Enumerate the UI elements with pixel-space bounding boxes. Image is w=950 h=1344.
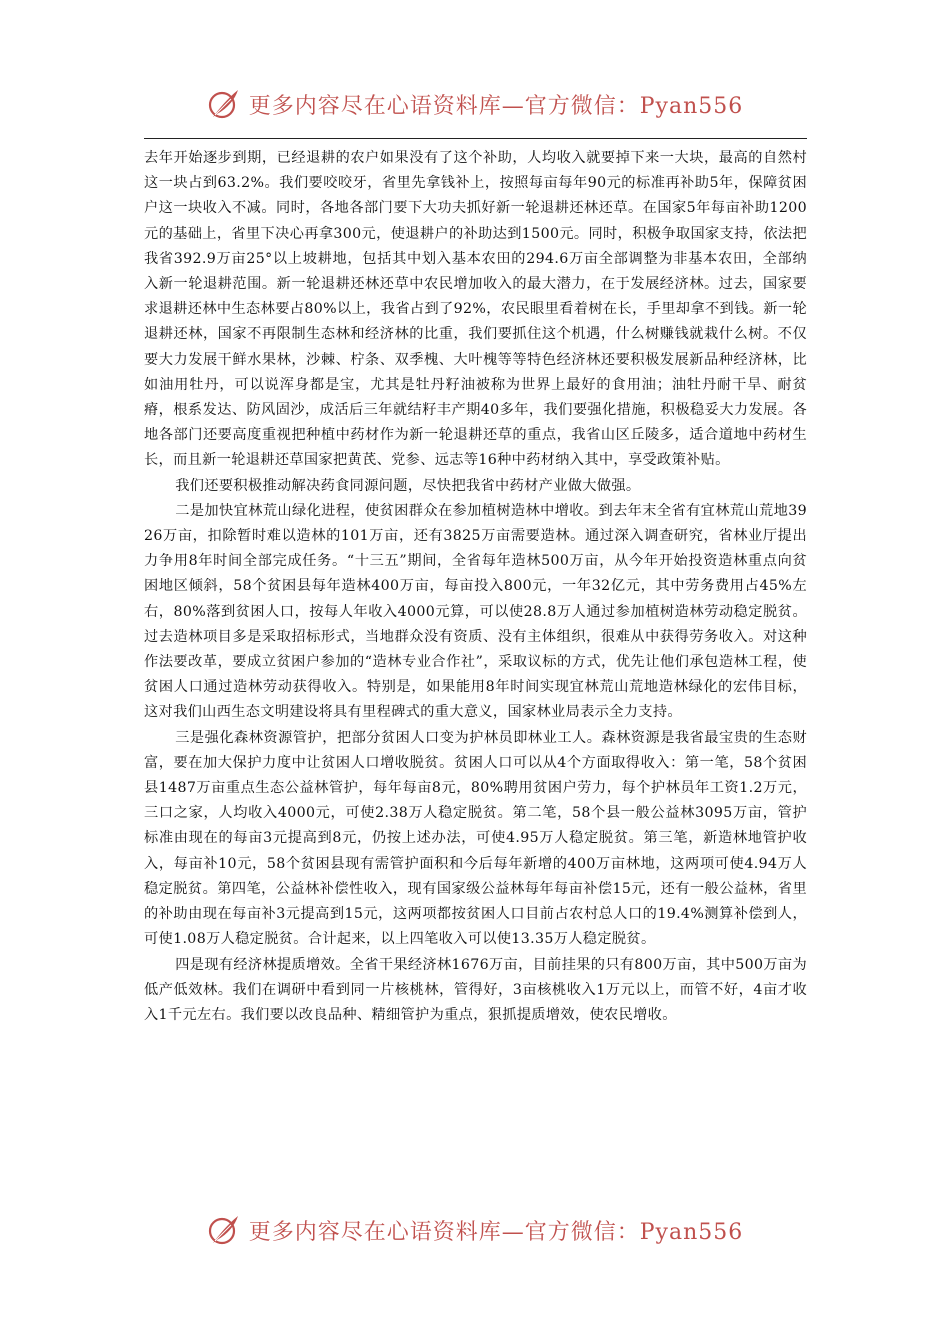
banner-text: 更多内容尽在心语资料库—官方微信：Pyan556 bbox=[248, 93, 744, 119]
paragraph-5: 四是现有经济林提质增效。全省干果经济林1676万亩，目前挂果的只有800万亩，其中500万亩为低产低效林。我们在调研中看到同一片核桃林，管得好，3亩核桃收入1万元以上，而管不好，4亩才收入1千元左右。我们要以改良品种、精细管护为重点，狠抓提质增效，使农民增收。 bbox=[144, 956, 807, 1023]
footer-banner bbox=[0, 1210, 950, 1250]
paragraph-2: 我们还要积极推动解决药食同源问题，尽快把我省中药材产业做大做强。 bbox=[175, 477, 641, 494]
feather-pen-logo-icon bbox=[207, 87, 241, 121]
header-banner bbox=[0, 84, 950, 124]
banner-text: 更多内容尽在心语资料库—官方微信：Pyan556 bbox=[248, 1219, 744, 1245]
document-body bbox=[144, 146, 807, 1028]
feather-pen-logo-icon bbox=[207, 1213, 241, 1247]
paragraph-1: 去年开始逐步到期，已经退耕的农户如果没有了这个补助，人均收入就要掉下来一大块，最高的自然村这一块占到63.2%。我们要咬咬牙，省里先拿钱补上，按照每亩每年90元的标准再补助5年，保障贫困户这一块收入不减。同时，各地各部门要下大功夫抓好新一轮退耕还林还草。在国家5年每亩补助1200元的基础上，省里下决心再拿300元，使退耕户的补助达到1500元。同时，积极争取国家支持，依法把我省392.9万亩25°以上坡耕地，包括其中划入基本农田的294.6万亩全部调整为非基本农田，全部纳入新一轮退耕范围。新一轮退耕还林还草中农民增加收入的最大潜力，在于发展经济林。过去，国家要求退耕还林中生态林要占80%以上，我省占到了92%，农民眼里看着树在长，手里却拿不到钱。新一轮退耕还林，国家不再限制生态林和经济林的比重，我们要抓住这个机遇，什么树赚钱就栽什么树。不仅要大力发展干鲜水果林，沙棘、柠条、双季槐、大叶槐等等特色经济林还要积极发展新品种经济林，比如油用牡丹，可以说浑身都是宝，尤其是牡丹籽油被称为世界上最好的食用油；油牡丹耐干旱、耐贫瘠，根系发达、防风固沙，成活后三年就结籽丰产期40多年，我们要强化措施，积极稳妥大力发展。各地各部门还要高度重视把种植中药材作为新一轮退耕还草的重点，我省山区丘陵多，适合道地中药材生长，而且新一轮退耕还草国家把黄芪、党参、远志等16种中药材纳入其中，享受政策补贴。 bbox=[144, 150, 807, 469]
paragraph-3: 二是加快宜林荒山绿化进程，使贫困群众在参加植树造林中增收。到去年末全省有宜林荒山荒地3926万亩，扣除暂时难以造林的101万亩，还有3825万亩需要造林。通过深入调查研究，省林业厅提出力争用8年时间全部完成任务。“十三五”期间，全省每年造林500万亩，从今年开始投资造林重点向贫困地区倾斜，58个贫困县每年造林400万亩，每亩投入800元，一年32亿元，其中劳务费用占45%左右，80%落到贫困人口，按每人年收入4000元算，可以使28.8万人通过参加植树造林劳动稳定脱贫。过去造林项目多是采取招标形式，当地群众没有资质、没有主体组织，很难从中获得劳务收入。对这种作法要改革，要成立贫困户参加的“造林专业合作社”，采取议标的方式，优先让他们承包造林工程，使贫困人口通过造林劳动获得收入。特别是，如果能用8年时间实现宜林荒山荒地造林绿化的宏伟目标，这对我们山西生态文明建设将具有里程碑式的重大意义，国家林业局表示全力支持。 bbox=[144, 502, 807, 721]
header-divider bbox=[144, 138, 807, 139]
paragraph-4: 三是强化森林资源管护，把部分贫困人口变为护林员即林业工人。森林资源是我省最宝贵的生态财富，要在加大保护力度中让贫困人口增收脱贫。贫困人口可以从4个方面取得收入：第一笔，58个贫困县1487万亩重点生态公益林管护，每年每亩8元，80%聘用贫困户劳力，每个护林员年工资1.2万元，三口之家，人均收入4000元，可使2.38万人稳定脱贫。第二笔，58个县一般公益林3095万亩，管护标准由现在的每亩3元提高到8元，仍按上述办法，可使4.95万人稳定脱贫。第三笔，新造林地管护收入，每亩补10元，58个贫困县现有需管护面积和今后每年新增的400万亩林地，这两项可使4.94万人稳定脱贫。第四笔，公益林补偿性收入，现有国家级公益林每年每亩补偿15元，还有一般公益林，省里的补助由现在每亩补3元提高到15元，这两项都按贫困人口目前占农村总人口的19.4%测算补偿到人，可使1.08万人稳定脱贫。合计起来，以上四笔收入可以使13.35万人稳定脱贫。 bbox=[144, 729, 807, 948]
